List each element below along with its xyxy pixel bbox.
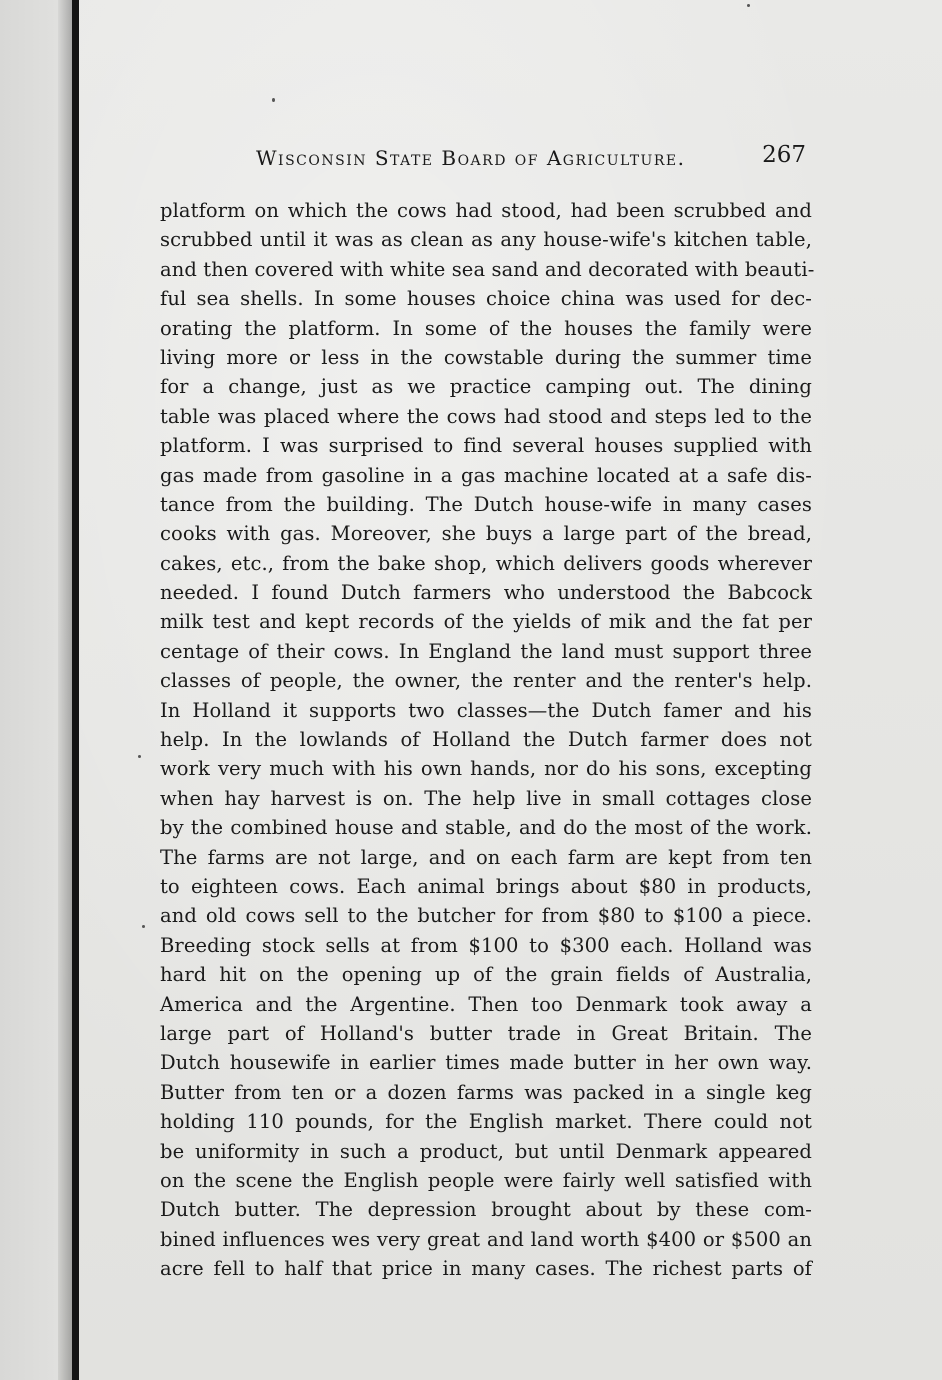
text-line: by the combined house and stable, and do the most of the work.: [160, 816, 812, 840]
text-line: classes of people, the owner, the renter and the renter's help.: [160, 669, 812, 693]
page-number: 267: [762, 142, 806, 168]
text-line: America and the Argentine. Then too Denmark took away a: [160, 992, 812, 1016]
scan-speck: [272, 98, 275, 102]
binding-shadow: [58, 0, 72, 1380]
text-line: platform on which the cows had stood, had been scrubbed and: [160, 199, 812, 222]
facing-page-edge: [0, 0, 58, 1380]
text-line: gas made from gasoline in a gas machine located at a safe dis-: [160, 463, 812, 487]
text-line: help. In the lowlands of Holland the Dutch farmer does not: [160, 728, 812, 752]
text-line: and then covered with white sea sand and decorated with beauti-: [160, 257, 815, 281]
running-header: [160, 142, 810, 176]
text-line: table was placed where the cows had stood and steps led to the: [160, 404, 812, 428]
text-line: Dutch butter. The depression brought about by these com-: [160, 1198, 812, 1222]
binding-gutter-line: [72, 0, 79, 1380]
text-line: tance from the building. The Dutch house-wife in many cases: [160, 492, 812, 516]
text-line: needed. I found Dutch farmers who understood the Babcock: [160, 581, 812, 605]
scan-speck: [747, 4, 750, 7]
text-line: In Holland it supports two classes—the Dutch famer and his: [160, 698, 812, 722]
text-line: bined influences wes very great and land worth $400 or $500 an: [160, 1227, 812, 1251]
text-line: and old cows sell to the butcher for from $80 to $100 a piece.: [160, 904, 812, 928]
text-line: ful sea shells. In some houses choice china was used for dec-: [160, 287, 812, 311]
text-line: holding 110 pounds, for the English market. There could not: [160, 1110, 812, 1134]
text-line: work very much with his own hands, nor do his sons, excepting: [160, 757, 812, 781]
text-line: hard hit on the opening up of the grain fields of Australia,: [160, 963, 812, 987]
text-line: milk test and kept records of the yields of mik and the fat per: [160, 610, 812, 634]
text-line: Butter from ten or a dozen farms was packed in a single keg: [160, 1080, 812, 1104]
text-line: cooks with gas. Moreover, she buys a large part of the bread,: [160, 522, 812, 546]
scan-speck: [142, 925, 145, 928]
text-line: platform. I was surprised to find several houses supplied with: [160, 434, 812, 458]
text-line: centage of their cows. In England the land must support three: [160, 639, 812, 663]
text-line: The farms are not large, and on each farm are kept from ten: [160, 845, 812, 869]
body-text: [160, 196, 815, 1283]
text-line: orating the platform. In some of the houses the family were: [160, 316, 812, 340]
text-line: cakes, etc., from the bake shop, which delivers goods wherever: [160, 551, 812, 575]
text-line: on the scene the English people were fairly well satisfied with: [160, 1168, 812, 1192]
text-line: living more or less in the cowstable during the summer time: [160, 345, 812, 369]
text-line: Dutch housewife in earlier times made butter in her own way.: [160, 1051, 812, 1075]
text-line: for a change, just as we practice camping out. The dining: [160, 375, 812, 399]
text-line: scrubbed until it was as clean as any house-wife's kitchen table,: [160, 228, 812, 252]
text-line: large part of Holland's butter trade in Great Britain. The: [160, 1021, 812, 1045]
text-line: Breeding stock sells at from $100 to $300 each. Holland was: [160, 933, 812, 957]
running-title: Wisconsin State Board of Agriculture.: [256, 146, 686, 170]
text-line: be uniformity in such a product, but until Denmark appeared: [160, 1139, 812, 1163]
text-line: acre fell to half that price in many cases. The richest parts of: [160, 1257, 812, 1281]
scan-speck: [138, 755, 141, 758]
text-line: to eighteen cows. Each animal brings about $80 in products,: [160, 874, 812, 898]
text-line: when hay harvest is on. The help live in small cottages close: [160, 786, 812, 810]
